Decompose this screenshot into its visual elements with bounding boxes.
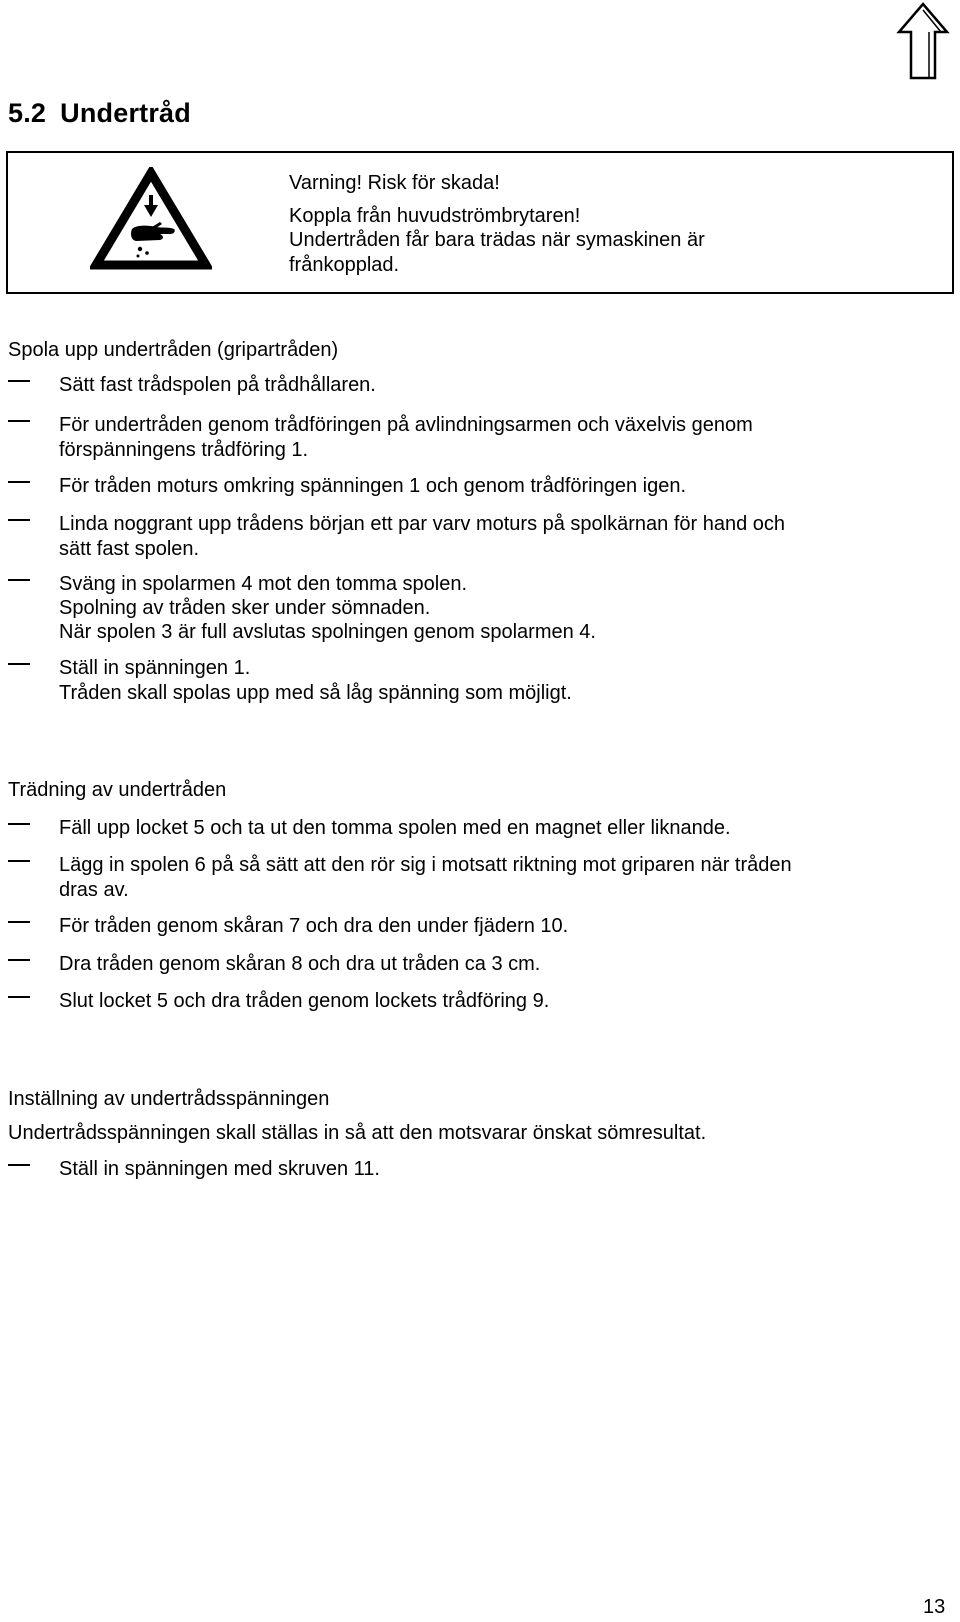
warning-box bbox=[6, 151, 954, 294]
dash-bullet bbox=[8, 579, 30, 581]
list-item-text: förspänningens trådföring 1. bbox=[59, 439, 309, 461]
list-item-text: Ställ in spänningen med skruven 11. bbox=[59, 1158, 380, 1180]
warning-text bbox=[289, 171, 929, 277]
dash-bullet bbox=[8, 663, 30, 665]
dash-bullet bbox=[8, 921, 30, 923]
warning-line: frånkopplad. bbox=[289, 253, 400, 276]
list-item bbox=[8, 373, 948, 398]
list-item bbox=[8, 816, 948, 841]
list-item bbox=[8, 572, 948, 644]
list-item bbox=[8, 914, 948, 939]
list-item-text: För tråden genom skåran 7 och dra den under fjädern 10. bbox=[59, 915, 569, 937]
list-item-text: För undertråden genom trådföringen på avlindningsarmen och växelvis genom bbox=[59, 414, 753, 436]
dash-bullet bbox=[8, 380, 30, 382]
list-item-text: Tråden skall spolas upp med så låg spänning som möjligt. bbox=[59, 682, 572, 704]
list-item-text: sätt fast spolen. bbox=[59, 538, 200, 560]
list-item bbox=[8, 512, 948, 562]
list-item bbox=[8, 952, 948, 977]
warning-line: Undertråden får bara trädas när symaskinen är bbox=[289, 229, 705, 251]
list-item bbox=[8, 413, 948, 463]
list-item-text: Lägg in spolen 6 på så sätt att den rör sig i motsatt riktning mot griparen när tråden bbox=[59, 854, 792, 876]
list-item bbox=[8, 853, 948, 903]
section-number: 5.2 bbox=[8, 98, 47, 128]
dash-bullet bbox=[8, 959, 30, 961]
list-item-text: Sätt fast trådspolen på trådhållaren. bbox=[59, 374, 376, 396]
page-number: 13 bbox=[923, 1596, 946, 1618]
section-heading bbox=[8, 96, 191, 130]
dash-bullet bbox=[8, 420, 30, 422]
warning-line: Koppla från huvudströmbrytaren! bbox=[289, 204, 581, 227]
list-item-text: Slut locket 5 och dra tråden genom lockets trådföring 9. bbox=[59, 990, 550, 1012]
list-item-text: När spolen 3 är full avslutas spolningen genom spolarmen 4. bbox=[59, 621, 596, 643]
winding-heading: Spola upp undertråden (gripartråden) bbox=[8, 339, 339, 361]
warning-title: Varning! Risk för skada! bbox=[289, 172, 500, 194]
list-item bbox=[8, 989, 948, 1014]
dash-bullet bbox=[8, 823, 30, 825]
list-item-text: Sväng in spolarmen 4 mot den tomma spolen. bbox=[59, 573, 467, 595]
tension-heading: Inställning av undertrådsspänningen bbox=[8, 1088, 330, 1110]
list-item-text: dras av. bbox=[59, 879, 129, 901]
dash-bullet bbox=[8, 1164, 30, 1166]
list-item bbox=[8, 1157, 948, 1182]
dash-bullet bbox=[8, 860, 30, 862]
list-item-text: Fäll upp locket 5 och ta ut den tomma spolen med en magnet eller liknande. bbox=[59, 817, 731, 839]
list-item bbox=[8, 656, 948, 706]
list-item-text: Ställ in spänningen 1. bbox=[59, 657, 251, 679]
section-title: Undertråd bbox=[60, 98, 191, 128]
dash-bullet bbox=[8, 996, 30, 998]
tension-intro: Undertrådsspänningen skall ställas in så att den motsvarar önskat sömresultat. bbox=[8, 1122, 707, 1144]
list-item-text: Spolning av tråden sker under sömnaden. bbox=[59, 597, 431, 619]
list-item-text: Linda noggrant upp trådens början ett par varv moturs på spolkärnan för hand och bbox=[59, 513, 786, 535]
list-item-text: Dra tråden genom skåran 8 och dra ut tråden ca 3 cm. bbox=[59, 953, 541, 975]
hand-injury-warning-icon bbox=[90, 167, 212, 273]
up-arrow-icon[interactable] bbox=[895, 2, 951, 82]
threading-heading: Trädning av undertråden bbox=[8, 779, 227, 801]
dash-bullet bbox=[8, 481, 30, 483]
dash-bullet bbox=[8, 519, 30, 521]
list-item-text: För tråden moturs omkring spänningen 1 och genom trådföringen igen. bbox=[59, 475, 687, 497]
list-item bbox=[8, 474, 948, 499]
